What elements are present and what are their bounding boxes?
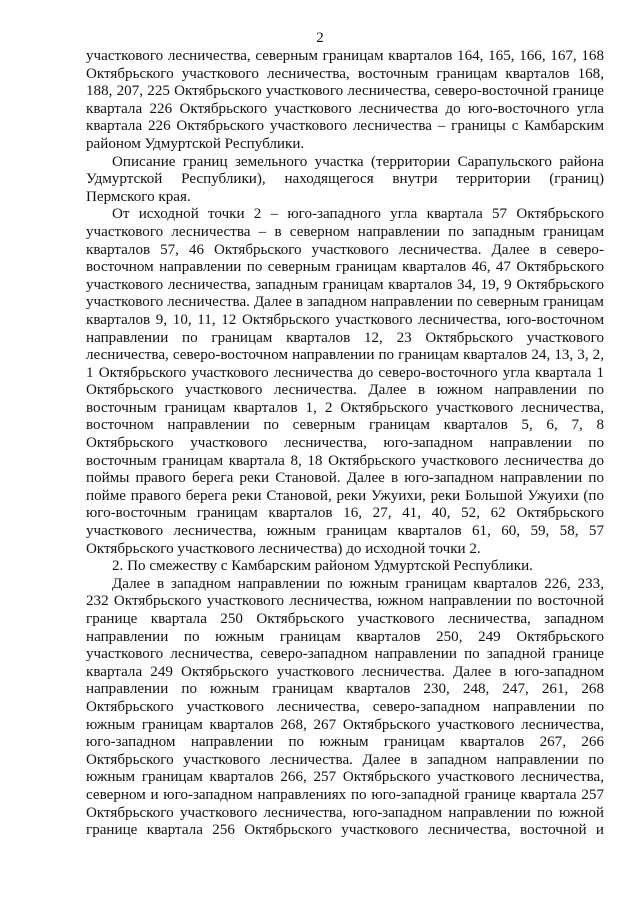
text-line: участкового лесничества, южным границам кварталов 61, 60, 59, 58, 57: [86, 523, 604, 540]
text-line: районом Удмуртской Республики.: [86, 135, 305, 152]
page-number: 2: [316, 30, 324, 46]
text-line: направлении по южным границам кварталов 230, 248, 247, 261, 268: [86, 681, 604, 698]
text-line: Описание границ земельного участка (территории Сарапульского района: [112, 153, 604, 170]
text-line: Октябрьского участкового лесничества. Далее в южном направлении по: [86, 382, 604, 399]
text-line: Удмуртской Республики), находящегося внутри территории (границ): [86, 171, 604, 188]
text-line: северном и юго-западном направлениях по юго-западной границе квартала 257: [86, 786, 604, 803]
text-line: квартала 226 Октябрьского участкового лесничества до юго-восточного угла: [86, 100, 604, 117]
text-line: участкового лесничества. Далее в западном направлении по северным границам: [86, 294, 604, 311]
text-line: участкового лесничества, западным границам кварталов 34, 19, 9 Октябрьского: [86, 276, 604, 293]
text-line: Далее в западном направлении по южным границам кварталов 226, 233,: [112, 575, 604, 592]
text-line: пойме правого берега реки Становой, реки Ужуихи, реки Большой Ужуихи (по: [86, 487, 604, 504]
text-line: лесничества, северо-восточном направлении по границам кварталов 24, 13, 3, 2,: [86, 347, 604, 364]
text-line: Октябрьского участкового лесничества. Далее в западном направлении по: [86, 751, 604, 768]
text-line: Пермского края.: [86, 188, 191, 205]
text-line: границе квартала 256 Октябрьского участкового лесничества, восточной и: [86, 822, 604, 839]
text-line: границе квартала 250 Октябрьского участкового лесничества, западном: [86, 611, 604, 627]
text-line: квартала 226 Октябрьского участкового лесничества – границы с Камбарским: [86, 118, 604, 135]
text-line: юго-западном направлении по южным границам кварталов 267, 266: [86, 734, 604, 751]
text-line: поймы правого берега реки Становой. Далее в юго-западном направлении по: [86, 470, 604, 487]
text-line: Октябрьского участкового лесничества, северо-западном направлении по: [86, 698, 604, 715]
text-line: кварталов 9, 10, 11, 12 Октябрьского участкового лесничества, юго-восточном: [86, 311, 604, 328]
text-line: Октябрьского участкового лесничества, юго-западном направлении по южной: [86, 804, 604, 821]
text-line: участкового лесничества – в северном направлении по западным границам: [86, 223, 604, 240]
text-line: участкового лесничества, северным границам кварталов 164, 165, 166, 167, 168: [86, 48, 604, 64]
text-line: 2. По смежеству с Камбарским районом Удмуртской Республики.: [112, 558, 533, 575]
text-line: Октябрьского участкового лесничества, юго-западном направлении по: [86, 435, 604, 452]
text-line: От исходной точки 2 – юго-западного угла квартала 57 Октябрьского: [112, 206, 604, 223]
text-line: восточным границам квартала 8, 18 Октябрьского участкового лесничества до: [86, 452, 604, 469]
text-line: южным границам кварталов 266, 257 Октябрьского участкового лесничества,: [86, 769, 604, 786]
text-line: южным границам кварталов 268, 267 Октябрьского участкового лесничества,: [86, 716, 604, 733]
text-line: участкового лесничества, северо-западном направлении по западной границе: [86, 646, 604, 663]
text-line: Октябрьского участкового лесничества, восточным границам кварталов 168,: [86, 65, 604, 82]
text-line: кварталов 57, 46 Октябрьского участкового лесничества. Далее в северо-: [86, 241, 604, 258]
text-line: направлении по границам кварталов 12, 23 Октябрьского участкового: [86, 329, 604, 346]
text-line: 1 Октябрьского участкового лесничества до северо-восточного угла квартала 1: [86, 364, 604, 381]
text-line: квартала 249 Октябрьского участкового лесничества. Далее в юго-западном: [86, 663, 604, 680]
text-line: 232 Октябрьского участкового лесничества, южном направлении по восточной: [86, 593, 604, 610]
text-line: юго-восточным границам кварталов 16, 27, 41, 40, 52, 62 Октябрьского: [86, 505, 604, 522]
document-body: [86, 48, 604, 840]
text-line: восточным границам кварталов 1, 2 Октябрьского участкового лесничества,: [86, 399, 604, 416]
text-line: восточном направлении по северным границам кварталов 46, 47 Октябрьского: [86, 259, 604, 276]
text-line: направлении по южным границам кварталов 250, 249 Октябрьского: [86, 628, 604, 645]
text-line: 188, 207, 225 Октябрьского участкового лесничества, северо-восточной границе: [86, 83, 604, 100]
text-line: Октябрьского участкового лесничества) до исходной точки 2.: [86, 540, 481, 557]
text-line: восточном направлении по северным границам кварталов 5, 6, 7, 8: [86, 417, 604, 434]
